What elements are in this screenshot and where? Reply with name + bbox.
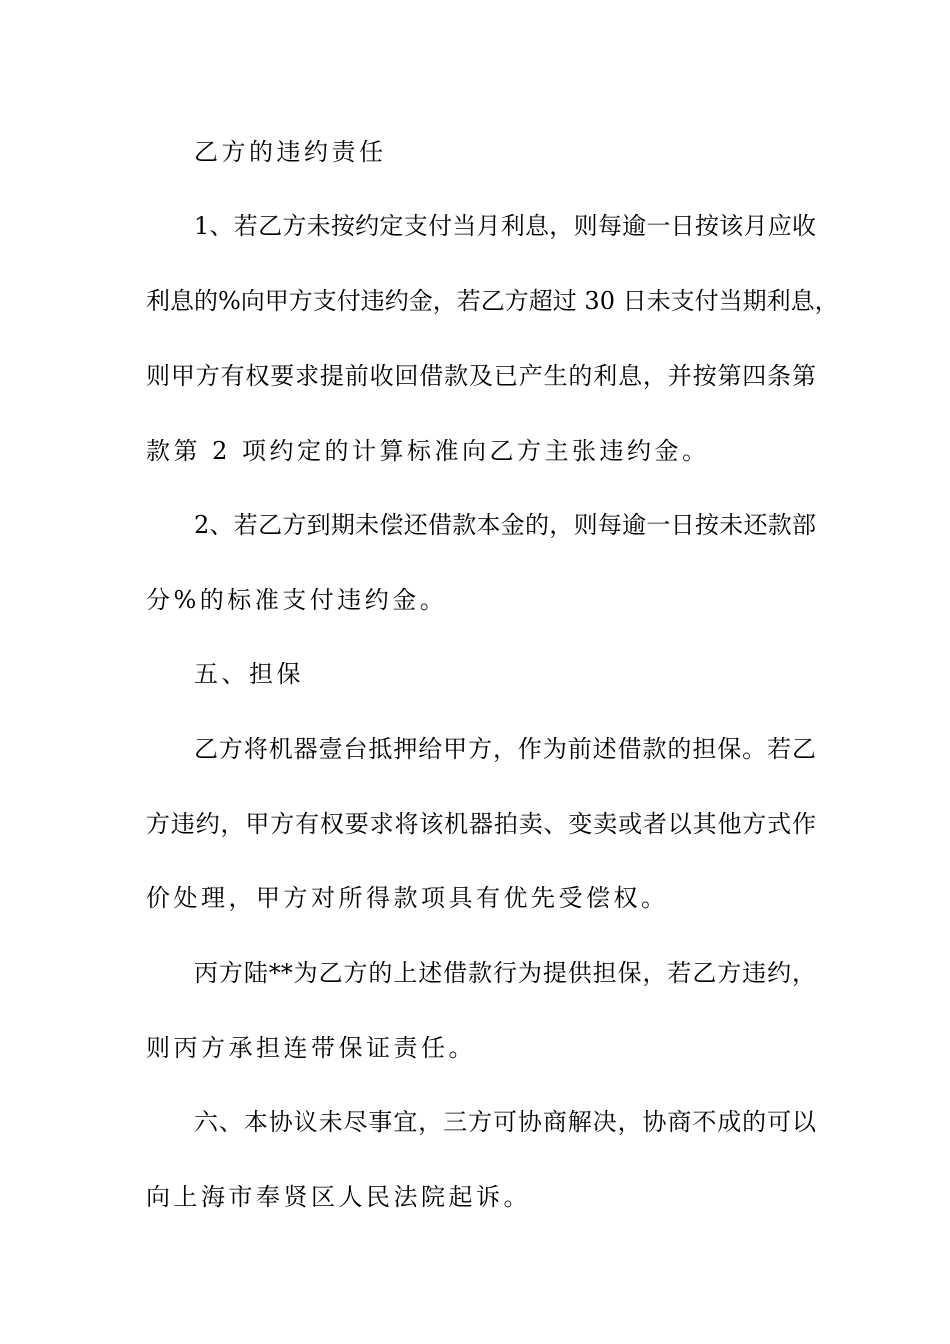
paragraph-line: 分%的标准支付违约金。 <box>146 586 448 614</box>
paragraph-line: 2、若乙方到期未偿还借款本金的，则每逾一日按未还款部 <box>194 511 816 539</box>
paragraph-line: 丙方陆**为乙方的上述借款行为提供担保，若乙方违约， <box>194 959 816 987</box>
paragraph-line: 向上海市奉贤区人民法院起诉。 <box>146 1183 531 1211</box>
paragraph-line: 款第 2 项约定的计算标准向乙方主张违约金。 <box>146 437 710 465</box>
paragraph-line: 则甲方有权要求提前收回借款及已产生的利息，并按第四条第 <box>146 362 816 390</box>
paragraph-line: 价处理，甲方对所得款项具有优先受偿权。 <box>146 884 669 912</box>
section-heading-guarantee: 五、担保 <box>194 660 304 688</box>
paragraph-line: 1、若乙方未按约定支付当月利息，则每逾一日按该月应收 <box>194 212 816 240</box>
paragraph-line: 六、本协议未尽事宜，三方可协商解决，协商不成的可以 <box>194 1108 816 1136</box>
paragraph-line: 乙方将机器壹台抵押给甲方，作为前述借款的担保。若乙 <box>194 735 816 763</box>
paragraph-line: 方违约，甲方有权要求将该机器拍卖、变卖或者以其他方式作 <box>146 810 816 838</box>
section-heading-breach-liability: 乙方的违约责任 <box>194 138 387 166</box>
paragraph-line: 则丙方承担连带保证责任。 <box>146 1034 476 1062</box>
paragraph-line: 利息的%向甲方支付违约金，若乙方超过 30 日未支付当期利息， <box>146 287 839 315</box>
